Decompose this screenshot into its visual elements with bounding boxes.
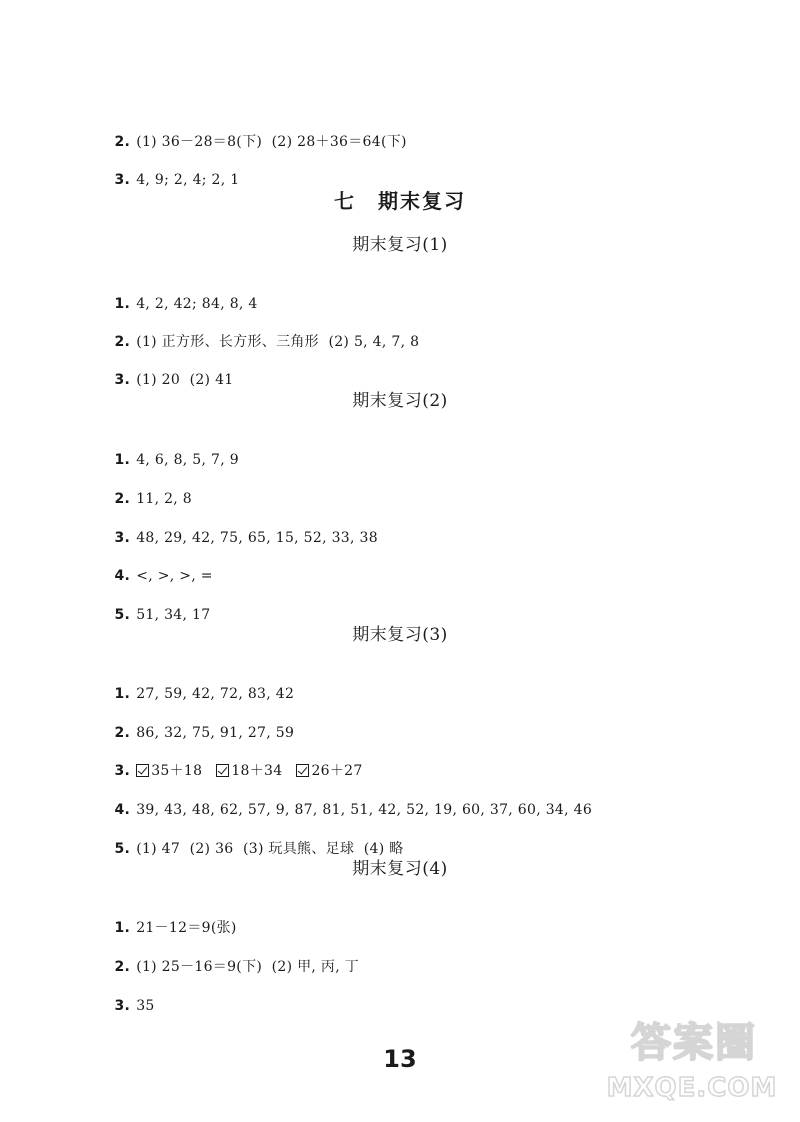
chapter-name: 期末复习 — [378, 189, 466, 213]
answer-line — [105, 585, 210, 625]
answer-choice: 26＋27 — [311, 763, 363, 779]
answer-line — [105, 898, 237, 938]
answer-line — [105, 150, 239, 190]
answer-line — [105, 508, 378, 548]
answer-text: 51, 34, 17 — [136, 607, 211, 623]
section-title: 期末复习(1) — [352, 235, 448, 255]
question-number: 2. — [114, 334, 131, 350]
answer-line — [105, 469, 192, 509]
answer-text: (1) 20 (2) 41 — [136, 372, 234, 388]
question-number: 1. — [114, 296, 131, 312]
answer-line — [105, 312, 419, 352]
answer-text: 11, 2, 8 — [136, 491, 193, 507]
answer-text: 4, 6, 8, 5, 7, 9 — [136, 452, 239, 468]
question-number: 4. — [114, 568, 131, 584]
question-number: 4. — [114, 802, 131, 818]
answer-line — [105, 703, 294, 743]
question-number: 2. — [114, 134, 131, 150]
answer-line — [105, 112, 407, 152]
page-number: 13 — [383, 1045, 417, 1073]
checkbox-checked-icon — [136, 764, 149, 777]
answer-line — [105, 819, 404, 859]
question-number: 3. — [114, 530, 131, 546]
answer-choice: 35＋18 — [151, 763, 203, 779]
question-number: 3. — [114, 372, 131, 388]
answer-text: (1) 25－16＝9(下) (2) 甲, 丙, 丁 — [136, 959, 360, 975]
answer-text: 48, 29, 42, 75, 65, 15, 52, 33, 38 — [136, 530, 378, 546]
answer-line — [105, 274, 258, 314]
section-title: 期末复习(2) — [352, 391, 448, 411]
answer-text: 27, 59, 42, 72, 83, 42 — [136, 686, 295, 702]
question-number: 3. — [114, 998, 131, 1014]
question-number: 3. — [114, 172, 131, 188]
answer-text: 35 — [136, 998, 155, 1014]
question-number: 3. — [114, 763, 131, 779]
question-number: 1. — [114, 452, 131, 468]
chapter-number: 七 — [334, 189, 356, 213]
checkbox-checked-icon — [216, 764, 229, 777]
answer-text: (1) 36－28＝8(下) (2) 28＋36＝64(下) — [136, 134, 407, 150]
question-number: 2. — [114, 725, 131, 741]
question-number: 2. — [114, 959, 131, 975]
answer-text: <, >, >, = — [136, 568, 213, 584]
watermark — [602, 1012, 782, 1112]
answer-line — [105, 741, 363, 781]
question-number: 2. — [114, 491, 131, 507]
section-title: 期末复习(3) — [352, 625, 448, 645]
answer-text: 4, 9; 2, 4; 2, 1 — [136, 172, 240, 188]
answer-text: 39, 43, 48, 62, 57, 9, 87, 81, 51, 42, 52, 19, 60, 37, 60, 34, 46 — [136, 802, 593, 818]
watermark-url-text: MXQE.COM — [606, 1073, 778, 1103]
checkbox-checked-icon — [296, 764, 309, 777]
answer-line — [105, 546, 213, 586]
answer-line — [105, 780, 592, 820]
answer-text: (1) 正方形、长方形、三角形 (2) 5, 4, 7, 8 — [136, 334, 420, 350]
answer-text: 21－12＝9(张) — [136, 920, 237, 936]
answer-choice: 18＋34 — [231, 763, 283, 779]
answer-line — [105, 937, 359, 977]
answer-line — [105, 976, 155, 1016]
answer-text: 86, 32, 75, 91, 27, 59 — [136, 725, 295, 741]
answer-line — [105, 664, 294, 704]
chapter-title — [0, 188, 800, 214]
answer-line — [105, 350, 233, 390]
answer-line — [105, 430, 239, 470]
question-number: 5. — [114, 607, 131, 623]
watermark-logo-text: 答案圈 — [631, 1020, 757, 1066]
section-title: 期末复习(4) — [352, 859, 448, 879]
answer-text: 4, 2, 42; 84, 8, 4 — [136, 296, 258, 312]
question-number: 1. — [114, 686, 131, 702]
answer-text: (1) 47 (2) 36 (3) 玩具熊、足球 (4) 略 — [136, 841, 404, 857]
question-number: 1. — [114, 920, 131, 936]
question-number: 5. — [114, 841, 131, 857]
